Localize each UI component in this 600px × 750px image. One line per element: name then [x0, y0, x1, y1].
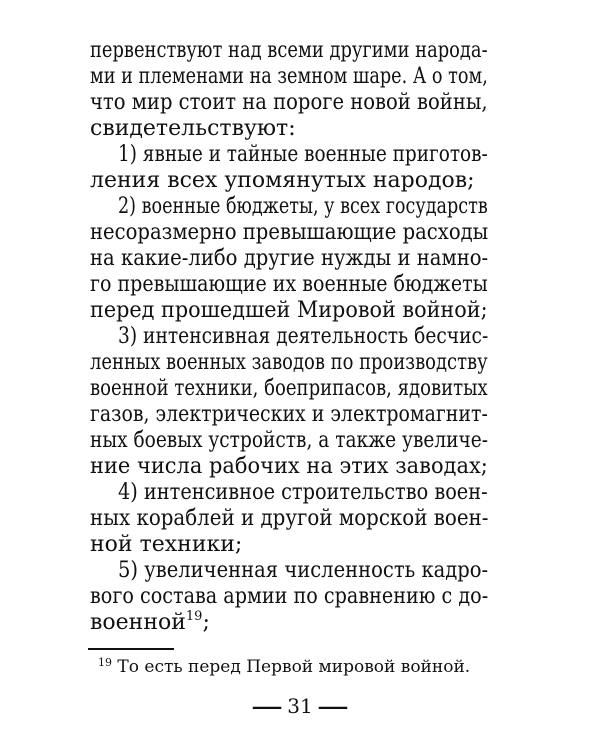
text-line [90, 532, 242, 558]
text-line [90, 610, 210, 636]
text-line [118, 324, 488, 350]
text-line [90, 116, 296, 142]
text-line-content: первенствуют над всеми другими народа- [90, 38, 488, 63]
text-line-content: ми и племенами на земном шаре. А о том, [90, 64, 488, 89]
text-line [90, 584, 488, 610]
text-line-content: военной [90, 610, 186, 635]
text-line [90, 90, 488, 116]
text-line-content: ления всех упомянутых народов; [90, 168, 475, 193]
text-line-content: что мир стоит на пороге новой войны, [90, 90, 488, 115]
text-line-content: 5) увеличенная численность кадро- [118, 558, 489, 583]
text-line-content: ной техники; [90, 532, 243, 557]
text-line [90, 272, 488, 298]
footnote-text: То есть перед Первой мировой войной. [117, 657, 471, 677]
text-line [90, 376, 488, 402]
text-line [90, 428, 488, 454]
text-line [90, 350, 488, 376]
text-line [118, 194, 488, 220]
text-line-content: го превышающие их военные бюджеты [90, 272, 488, 297]
text-line-content: свидетельствуют: [90, 116, 296, 141]
text-line-content: военной техники, боеприпасов, ядовитых [90, 376, 488, 401]
text-line-content: ленных военных заводов по производству [90, 350, 488, 375]
text-line-content: 1) явные и тайные военные приготов- [118, 142, 488, 167]
text-line [118, 558, 488, 584]
footnote-number: 19 [98, 656, 112, 669]
text-line-content: на какие-либо другие нужды и намно- [90, 246, 489, 271]
footnote [98, 656, 470, 678]
text-line [90, 506, 488, 532]
text-line-content: ние числа рабочих на этих заводах; [90, 454, 488, 479]
text-line-content: 3) интенсивная деятельность бесчис- [118, 324, 489, 349]
text-line [90, 64, 488, 90]
text-line [90, 402, 488, 428]
text-line-content: несоразмерно превышающие расходы [90, 220, 489, 245]
footnote-reference: 19 [185, 609, 203, 624]
left-ornament: — [251, 694, 284, 718]
text-line-content: ных кораблей и другой морской воен- [90, 506, 489, 531]
text-line [118, 480, 488, 506]
text-line-content: газов, электрических и электромагнит- [90, 402, 488, 427]
page-number-block [0, 694, 600, 718]
footnote-reference-punctuation: ; [202, 610, 210, 635]
text-line [90, 246, 488, 272]
text-line [118, 142, 488, 168]
footnote-separator [88, 648, 174, 650]
text-line-content: перед прошедшей Мировой войной; [90, 298, 488, 323]
text-line-content: 4) интенсивное строительство воен- [118, 480, 488, 505]
text-line [90, 298, 488, 324]
text-line-content: ных боевых устройств, а также увеличе- [90, 428, 489, 453]
right-ornament: — [316, 694, 349, 718]
text-line [90, 454, 488, 480]
text-line-content: вого состава армии по сравнению с до- [90, 584, 489, 609]
text-line [90, 168, 475, 194]
page-number: 31 [287, 694, 313, 718]
text-line-content: 2) военные бюджеты, у всех государств [118, 194, 488, 219]
text-line [90, 38, 488, 64]
text-line [90, 220, 488, 246]
